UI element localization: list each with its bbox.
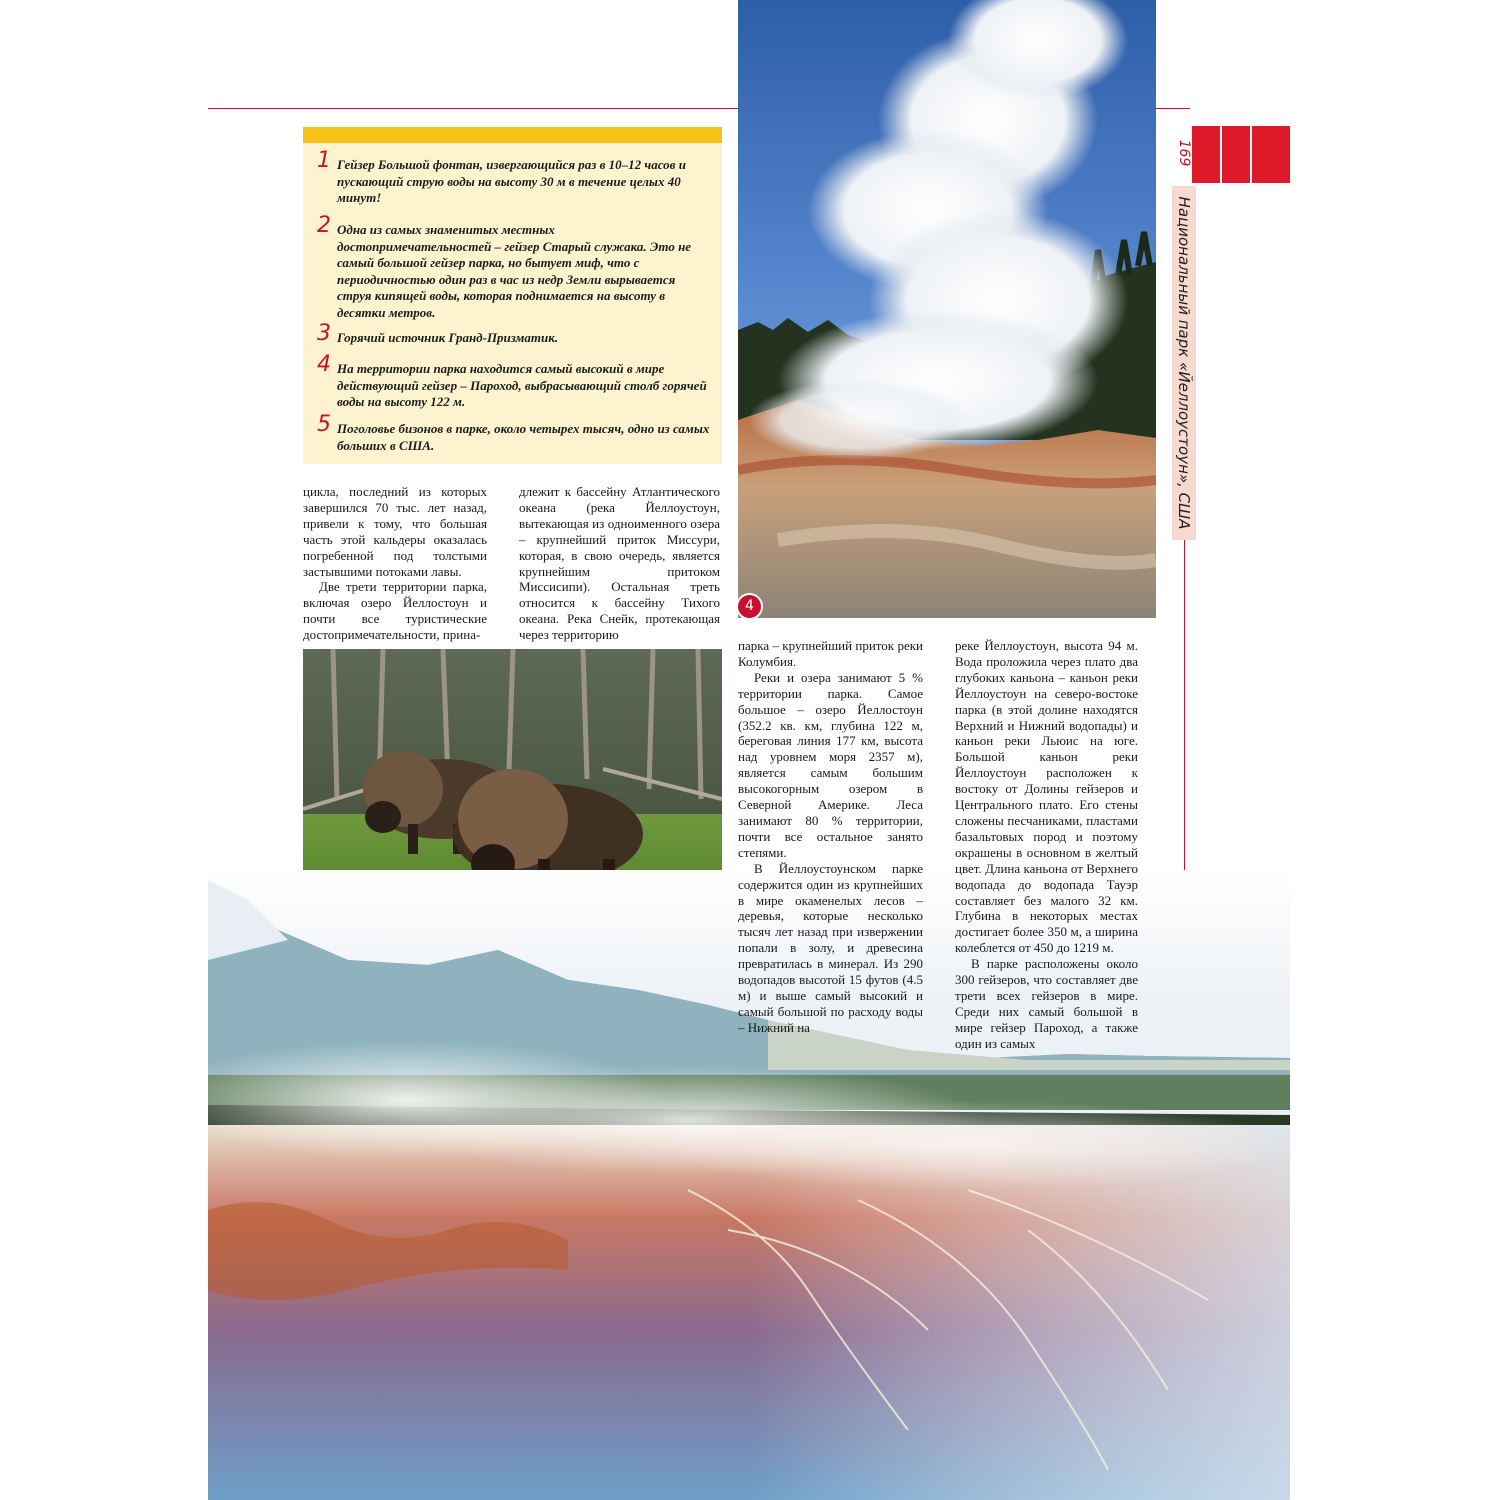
callout-item-3: 3 Горячий источник Гранд-Призматик. (317, 321, 559, 346)
text-column-4 (955, 638, 1138, 1052)
callout-item-1: 1 Гейзер Большой фонтан, извергающийся раз в 10–12 часов и пускающий струю воды на высоту 30 м в течение целых 40 минут! (317, 148, 686, 205)
paragraph: Реки и озера занимают 5 % территории парка. Самое большое – озеро Йеллостоун (352.2 кв. км, глубина 122 м, береговая линия 177 км, высота над уровнем моря 2357 м), является самым большим высокогорным озером в Северной Америке. Леса занимают 80 % территории, почти все остальное занято степями. (738, 669, 923, 860)
text-column-2 (519, 484, 720, 643)
top-rule-right (1156, 108, 1190, 109)
steamboat-geyser-photo (738, 0, 1156, 618)
page-number: 169 (1176, 139, 1192, 167)
callout-item-2: 2 Одна из самых знаменитых местных достопримечательностей – гейзер Старый служака. Это не самый большой гейзер парка, но бытует миф, что с периодичностью один раз в час из недр Земли вырывается струя кипящей воды, которая поднимается на высоту в десятки метров. (317, 213, 692, 320)
paragraph: длежит к бассейну Атлантического океана (река Йеллоустоун, вытекающая из одноименного озера – крупнейший приток Миссури, которая, в свою очередь, является крупнейшим притоком Миссисипи). Остальная треть относится к бассейну Тихого океана. Река Снейк, протекающая через территорию (519, 484, 720, 643)
text-column-3 (738, 638, 923, 1036)
chapter-tab (1252, 126, 1290, 183)
text-column-1 (303, 484, 487, 643)
paragraph: В парке расположены около 300 гейзеров, что составляет две трети всех гейзеров в мире. Среди них самый большой в мире гейзер Пароход, а также один из самых (955, 956, 1138, 1051)
running-title: Национальный парк «Йеллоустоун», США (1172, 186, 1196, 540)
facts-callout (303, 127, 722, 464)
callout-item-5: 5 Поголовье бизонов в парке, около четырех тысяч, одно из самых больших в США. (317, 412, 710, 453)
callout-item-4: 4 На территории парка находится самый высокий в мире действующий гейзер – Пароход, выбрасывающий столб горячей воды на высоту 122 м. (317, 352, 707, 409)
callout-band (303, 127, 722, 143)
chapter-tab (1192, 126, 1220, 183)
paragraph: реке Йеллоустоун, высота 94 м. Вода проложила через плато два глубоких каньона – каньон реки Йеллоустоун на северо-востоке парка (в этой долине находятся Верхний и Нижний водопады) и каньон реки Льюис на юге. Большой каньон реки Йеллоустоун расположен к востоку от Долины гейзеров и Центрального плато. Его стены сложены песчаниками, пластами базальтовых пород и поэтому окрашены в основном в желтый цвет. Длина каньона от Верхнего водопада до водопада Тауэр составляет без малого 32 км. Глубина в некоторых местах достигает более 350 м, а ширина колеблется от 450 до 1219 м. (955, 638, 1138, 956)
top-rule-left (208, 108, 738, 109)
chapter-tabs (1192, 126, 1290, 183)
photo-badge-4: 4 (738, 593, 763, 618)
chapter-tab (1222, 126, 1250, 183)
paragraph: В Йеллоустоунском парке содержится один из крупнейших в мире окаменелых лесов – деревья, которые несколько тысяч лет назад при извержении попали в золу, и древесина превратилась в минерал. Из 290 водопадов высотой 15 футов (4.5 м) и выше самый высокий и самый большой по расходу воды – Нижний на (738, 860, 923, 1035)
paragraph: Две трети территории парка, включая озеро Йеллостоун и почти все туристические достопримечательности, прина- (303, 579, 487, 643)
paragraph: парка – крупнейший приток реки Колумбия. (738, 638, 923, 669)
paragraph: цикла, последний из которых завершился 70 тыс. лет назад, привели к тому, что большая часть этой кальдеры оказалась погребенной под толстыми застывшими потоками лавы. (303, 484, 487, 579)
